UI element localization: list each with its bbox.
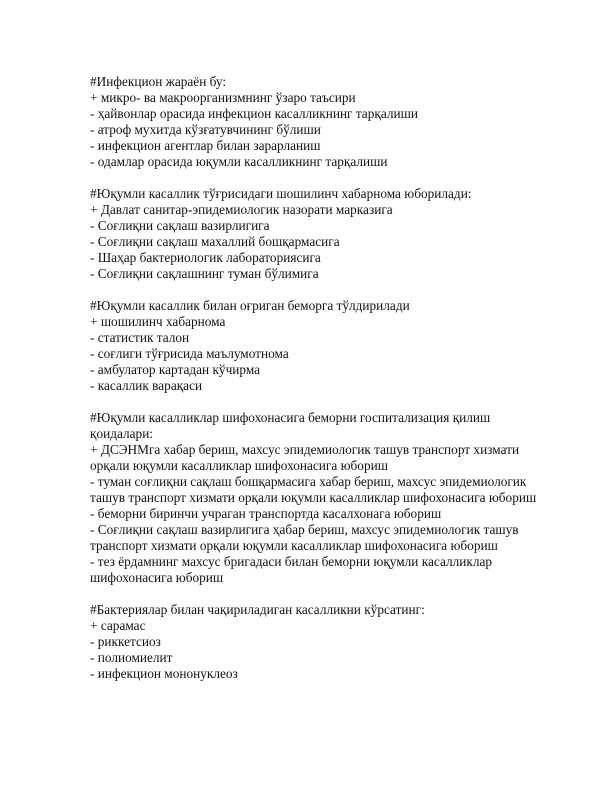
document-page — [90, 74, 550, 682]
question-block — [90, 74, 550, 170]
answer-option: - статистик талон — [90, 330, 190, 345]
question-text: #Юқумли касаллик тўғрисидаги шошилинч хабарнома юборилади: — [90, 186, 472, 201]
answer-option: - Соғлиқни сақлаш вазирлигига — [90, 218, 270, 233]
answer-option: - риккетсиоз — [90, 634, 161, 649]
question-block — [90, 298, 550, 394]
answer-option: + шошилинч хабарнома — [90, 314, 226, 329]
answer-option: - одамлар орасида юқумли касалликнинг тарқалиши — [90, 154, 388, 169]
answer-option: - инфекцион мононуклеоз — [90, 666, 238, 681]
answer-option: + ДСЭНМга хабар бериш, махсус эпидемиологик ташув транспорт хизмати орқали юқумли касалликлар шифохонасига юбориш — [90, 442, 520, 473]
question-block — [90, 410, 550, 586]
answer-option: - касаллик варақаси — [90, 378, 203, 393]
question-text: #Инфекцион жараён бу: — [90, 74, 227, 89]
answer-option: - беморни биринчи учраган транспортда касалхонага юбориш — [90, 506, 442, 521]
question-text: #Юқумли касалликлар шифохонасига беморни госпитализация қилиш қоидалари: — [90, 410, 491, 441]
answer-option: - Шаҳар бактериологик лабораториясига — [90, 250, 321, 265]
answer-option: - Соғлиқни сақлаш махаллий бошқармасига — [90, 234, 340, 249]
answer-option: - соғлиги тўғрисида маълумотнома — [90, 346, 289, 361]
answer-option: + сарамас — [90, 618, 146, 633]
answer-option: - амбулатор картадан кўчирма — [90, 362, 261, 377]
answer-option: - Соғлиқни сақлаш вазирлигига ҳабар бериш, махсус эпидемиологик ташув транспорт хизмати орқали юқумли касалликлар шифохонасига юбориш — [90, 522, 519, 553]
answer-option: - ҳайвонлар орасида инфекцион касалликнинг тарқалиши — [90, 106, 418, 121]
answer-option: - туман соғлиқни сақлаш бошқармасига хабар бериш, махсус эпидемиологик ташув транспорт хизмати орқали юқумли касалликлар шифохонасига юбориш — [90, 474, 537, 505]
answer-option: - атроф мухитда кўзғатувчининг бўлиши — [90, 122, 321, 137]
answer-option: - Соғлиқни сақлашнинг туман бўлимига — [90, 266, 319, 281]
question-text: #Бактериялар билан чақириладиган касалликни кўрсатинг: — [90, 602, 425, 617]
question-block — [90, 186, 550, 282]
answer-option: - тез ёрдамнинг махсус бригадаси билан беморни юқумли касалликлар шифохонасига юбориш — [90, 554, 493, 585]
answer-option: - инфекцион агентлар билан зарарланиш — [90, 138, 321, 153]
answer-option: - полиомиелит — [90, 650, 173, 665]
answer-option: + Давлат санитар-эпидемиологик назорати марказига — [90, 202, 393, 217]
answer-option: + микро- ва макроорганизмнинг ўзаро таъсири — [90, 90, 356, 105]
question-text: #Юқумли касаллик билан оғриган беморга тўлдирилади — [90, 298, 410, 313]
question-block — [90, 602, 550, 682]
